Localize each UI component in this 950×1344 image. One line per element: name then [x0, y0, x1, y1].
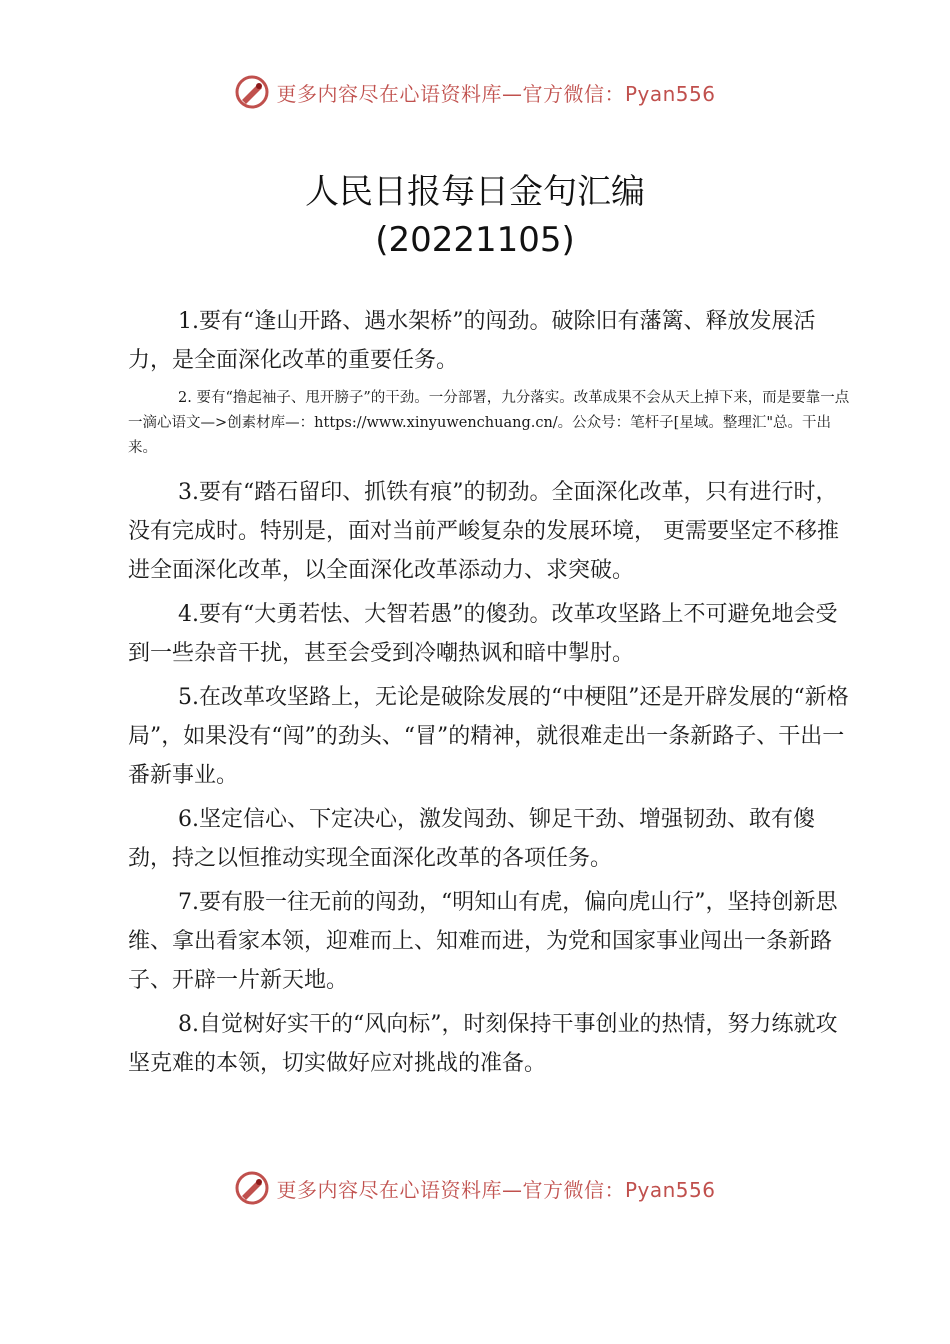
quote-paragraph: 2. 要有“撸起袖子、甩开膀子”的干劲。一分部署，九分落实。改革成果不会从天上掉下来，而是要靠一点一滴心语文—>创素材库—：https://www.xinyuwenchuang.cn/。公众号：笔杆子[星域。整理汇"总。干出来。	[128, 390, 850, 456]
quote-paragraph: 7.要有股一往无前的闯劲，“明知山有虎，偏向虎山行”，坚持创新思维、拿出看家本领，迎难而上、知难而进，为党和国家事业闯出一条新路子、开辟一片新天地。	[128, 890, 838, 993]
pen-circle-logo-icon	[234, 1170, 270, 1206]
quote-paragraph: 3.要有“踏石留印、抓铁有痕”的韧劲。全面深化改革，只有进行时，没有完成时。特别是，面对当前严峻复杂的发展环境， 更需要坚定不移推进全面深化改革，以全面深化改革添动力、求突破。	[128, 480, 839, 583]
title-date: (20221105)	[375, 220, 575, 260]
page-title	[0, 168, 950, 264]
quote-paragraph: 6.坚定信心、下定决心，激发闯劲、铆足干劲、增强韧劲、敢有傻劲，持之以恒推动实现全面深化改革的各项任务。	[128, 807, 815, 871]
quote-paragraph: 4.要有“大勇若怯、大智若愚”的傻劲。改革攻坚路上不可避免地会受到一些杂音干扰，甚至会受到冷嘲热讽和暗中掣肘。	[128, 602, 838, 666]
pen-circle-logo-icon	[234, 74, 270, 110]
quote-list	[128, 302, 850, 1088]
footer-banner	[0, 1168, 950, 1208]
banner-text: 更多内容尽在心语资料库—官方微信：Pyan556	[276, 1177, 716, 1202]
quote-paragraph: 5.在改革攻坚路上，无论是破除发展的“中梗阻”还是开辟发展的“新格局”，如果没有“闯”的劲头、“冒”的精神，就很难走出一条新路子、干出一番新事业。	[128, 685, 849, 788]
quote-paragraph: 8.自觉树好实干的“风向标”，时刻保持干事创业的热情，努力练就攻坚克难的本领，切实做好应对挑战的准备。	[128, 1012, 838, 1076]
title-main: 人民日报每日金句汇编	[305, 172, 645, 212]
banner-text: 更多内容尽在心语资料库—官方微信：Pyan556	[276, 81, 716, 106]
header-banner	[0, 72, 950, 112]
quote-paragraph: 1.要有“逢山开路、遇水架桥”的闯劲。破除旧有藩篱、释放发展活力，是全面深化改革的重要任务。	[128, 309, 816, 373]
